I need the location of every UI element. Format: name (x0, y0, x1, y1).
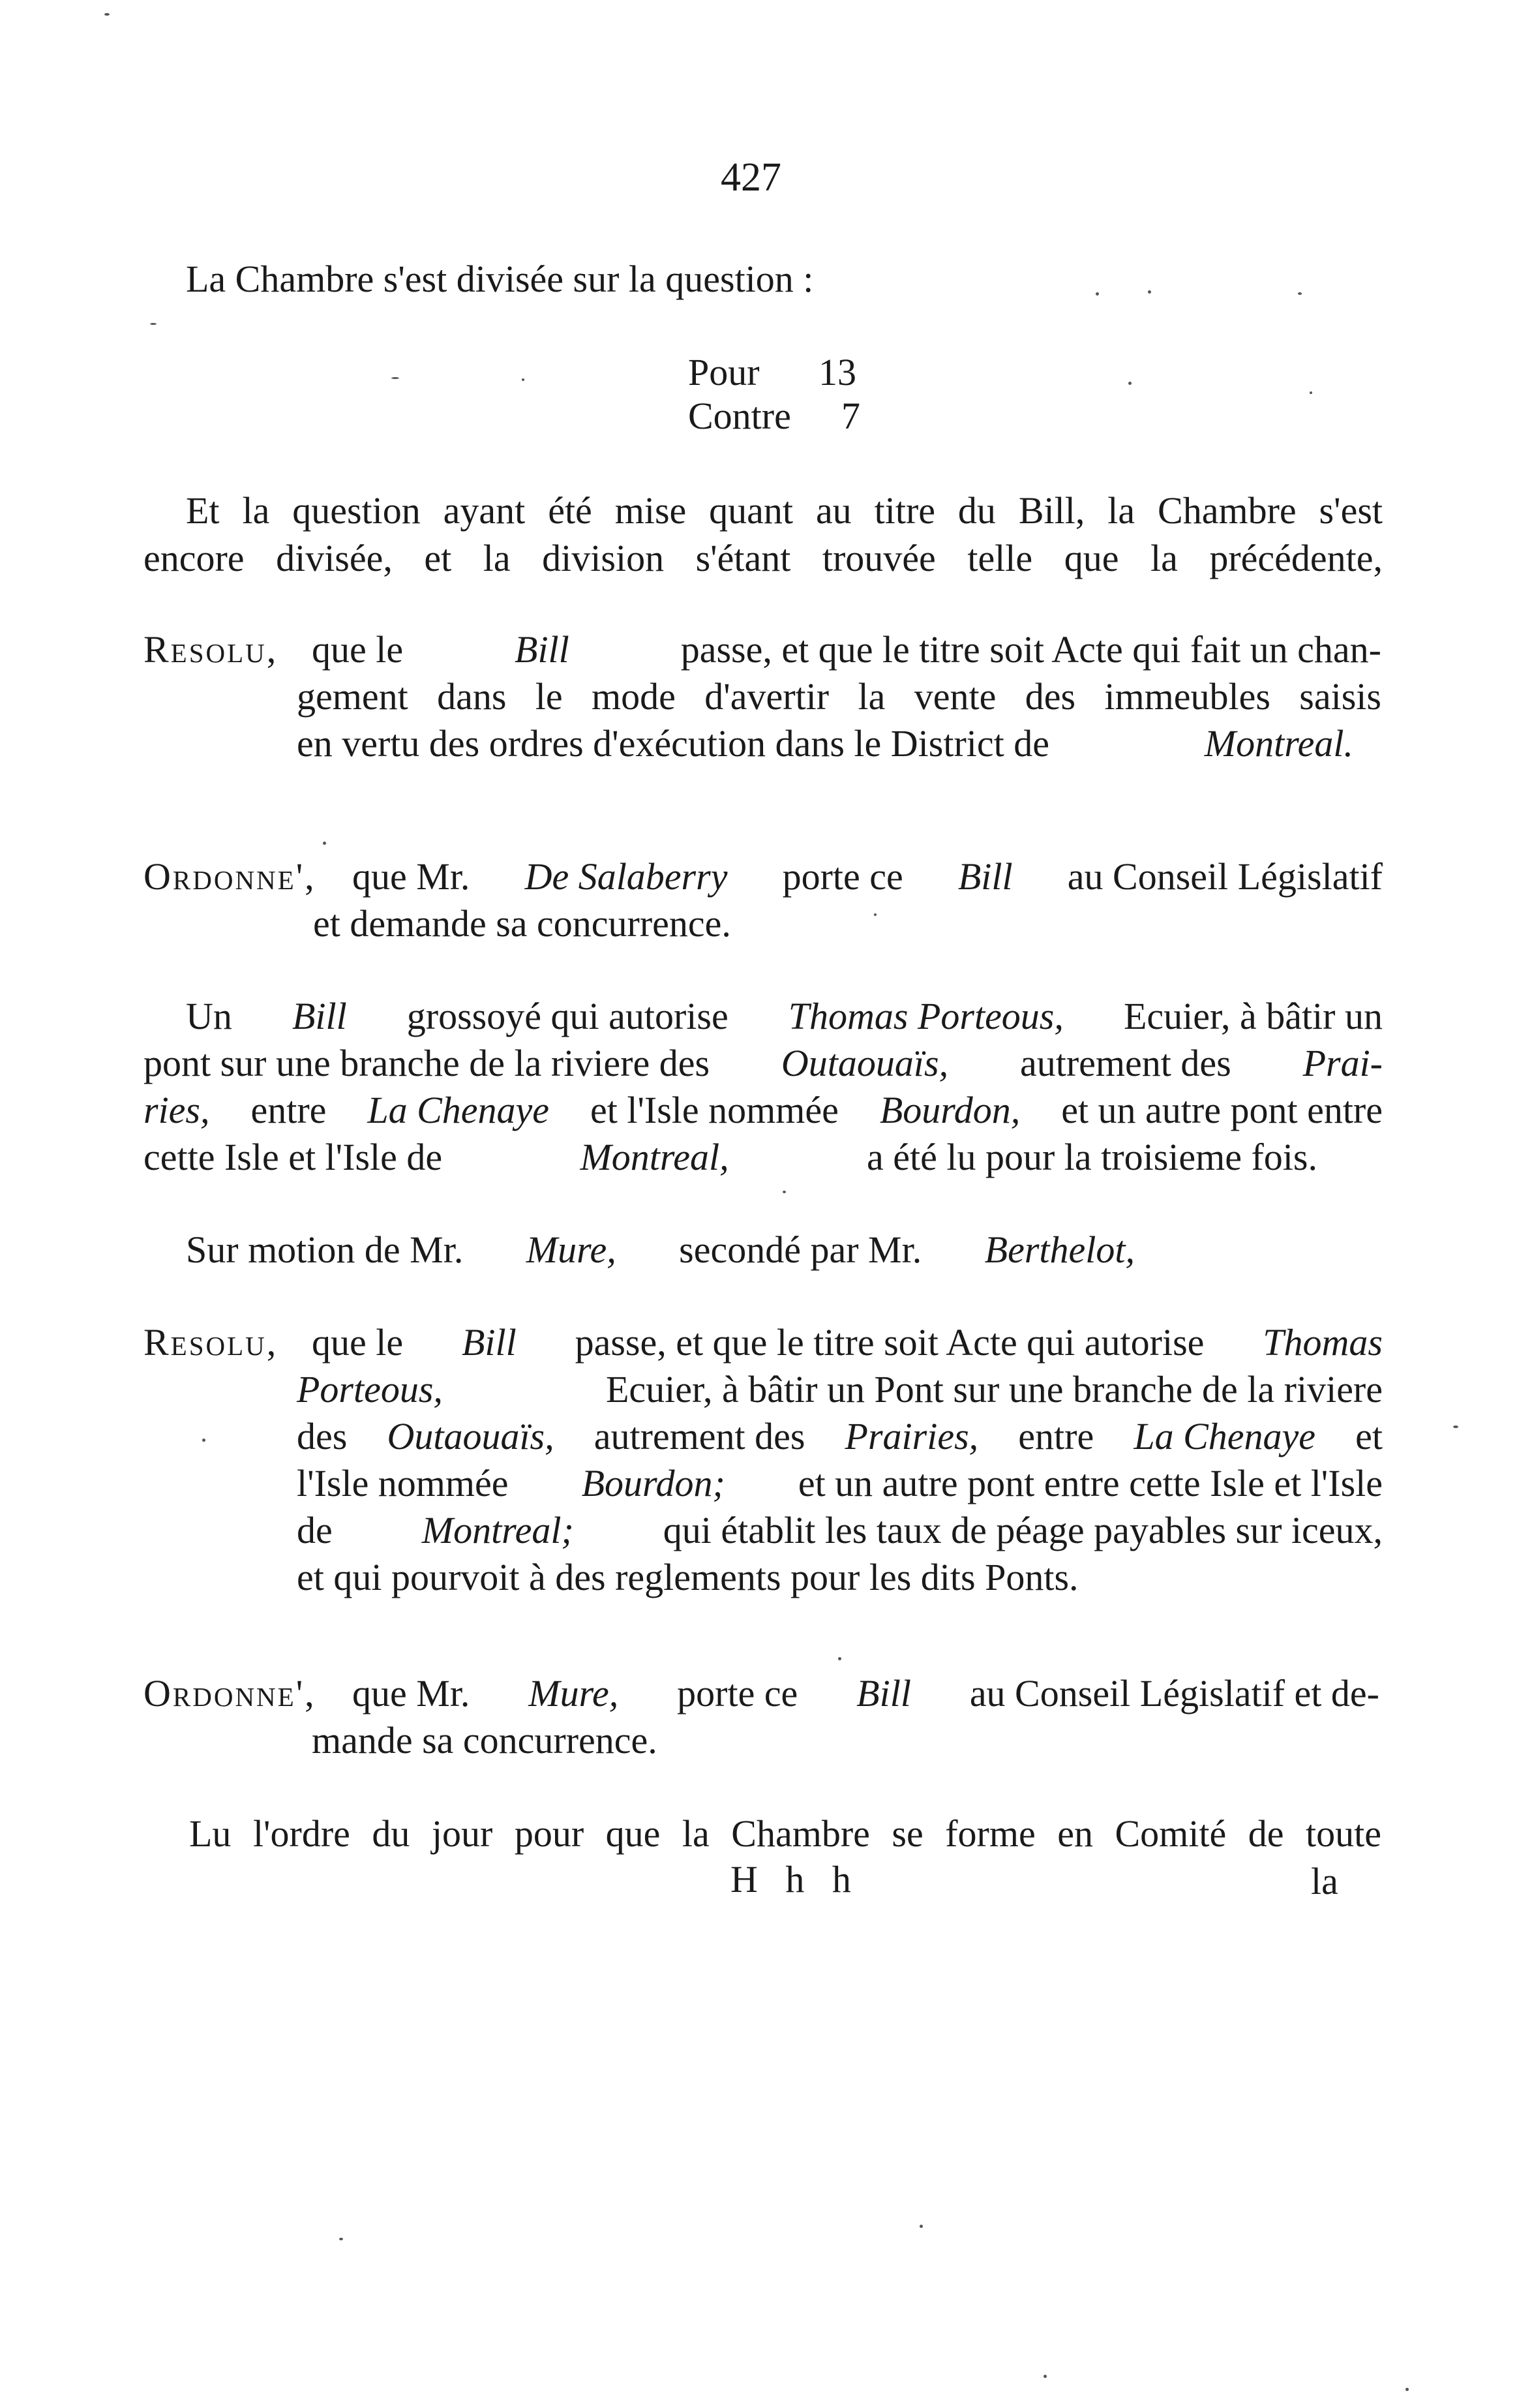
resolu1-l1-b: passe, et que le titre soit Acte qui fait un chan- (680, 628, 1381, 671)
ordonne2-l1-c: au Conseil Législatif et de- (969, 1672, 1379, 1715)
ordonne1-l1-name: De Salaberry (524, 855, 728, 898)
resolu2-l1-b: passe, et que le titre soit Acte qui autorise (575, 1321, 1205, 1364)
resolu1-l3-a: en vertu des ordres d'exécution dans le District de (297, 722, 1049, 765)
para2-line3 (143, 1087, 1383, 1134)
para2-l3-b: et l'Isle nommée (590, 1089, 839, 1131)
resolu2-l3-a: des (297, 1415, 348, 1457)
ordonne2-l1-bill: Bill (856, 1672, 911, 1715)
resolu2-l3-d: et (1355, 1415, 1383, 1457)
resolu1-label: Resolu, (143, 628, 278, 671)
motion-line (186, 1227, 1135, 1273)
resolu2-l4-a: l'Isle nommée (297, 1462, 509, 1504)
scan-speck (202, 1439, 205, 1442)
ordonne2-l1-b: porte ce (677, 1672, 798, 1715)
scan-speck (783, 1191, 786, 1193)
para2-l2-b: autrement des (1019, 1042, 1231, 1084)
resolu2-l4-place: Bourdon; (581, 1462, 725, 1504)
resolu2-line2 (297, 1366, 1383, 1413)
para2-l2-a: pont sur une branche de la riviere des (143, 1042, 710, 1084)
scan-speck (874, 913, 877, 916)
resolu2-l3-place: Outaouaïs, (387, 1415, 554, 1457)
scan-speck (1044, 2375, 1047, 2378)
motion-b: secondé par Mr. (679, 1228, 922, 1271)
intro-line: La Chambre s'est divisée sur la question : (186, 258, 814, 300)
motion-name2: Berthelot, (984, 1228, 1135, 1271)
resolu1-l3-place: Montreal. (1204, 722, 1353, 765)
resolu2-line3 (297, 1413, 1383, 1460)
scan-speck (391, 377, 399, 379)
resolu2-l3-place2: Prairies, (845, 1415, 979, 1457)
resolu2-l5-a: de (297, 1509, 333, 1551)
scan-speck (1405, 2388, 1409, 2391)
para2-l1-name: Thomas Porteous, (788, 995, 1064, 1037)
para2-l2-place: Outaouaïs, (781, 1042, 949, 1084)
resolu2-l4-b: et un autre pont entre cette Isle et l'Isle (798, 1462, 1383, 1504)
ordonne2-l1-a: que Mr. (352, 1672, 470, 1715)
ordonne1-line2: et demande sa concurrence. (313, 902, 731, 945)
para2-l3-place2: La Chenaye (367, 1089, 550, 1131)
para2-line2 (143, 1040, 1383, 1087)
resolu2-line6: et qui pourvoit à des reglements pour les dits Ponts. (297, 1556, 1079, 1598)
scan-speck (920, 2225, 923, 2228)
resolu2-l1-bill: Bill (461, 1321, 517, 1364)
resolu2-l3-place3: La Chenaye (1134, 1415, 1315, 1457)
scan-speck (1128, 382, 1132, 385)
resolu2-l5-place: Montreal; (421, 1509, 574, 1551)
resolu2-l2-a: Ecuier, à bâtir un Pont sur une branche de la riviere (605, 1368, 1383, 1410)
ordonne1-l1-c: au Conseil Législatif (1067, 855, 1383, 898)
para1-line2: encore divisée, et la division s'étant trouvée telle que la précédente, (143, 537, 1383, 579)
ordonne2-line1 (352, 1670, 1379, 1717)
scan-speck (838, 1657, 841, 1660)
resolu2-l1-a: que le (312, 1321, 404, 1364)
para2-l4-place: Montreal, (580, 1136, 729, 1178)
ordonne2-label: Ordonne', (143, 1672, 316, 1715)
ordonne1-l1-bill: Bill (957, 855, 1013, 898)
para2-line1 (186, 993, 1383, 1040)
para2-l1-a: Un (186, 995, 232, 1037)
resolu2-l1-name: Thomas (1263, 1321, 1383, 1364)
scan-speck (1453, 1425, 1458, 1428)
para2-l3-place: ries, (143, 1089, 210, 1131)
resolu1-line1 (312, 626, 1381, 673)
resolu1-l1-a: que le (312, 628, 404, 671)
resolu2-line4 (297, 1460, 1383, 1507)
motion-name1: Mure, (526, 1228, 616, 1271)
ordonne1-l1-a: que Mr. (352, 855, 470, 898)
scan-speck (522, 378, 524, 381)
para2-line4 (143, 1134, 1317, 1181)
signature-mark: H h h (730, 1858, 860, 1900)
resolu2-line1 (312, 1319, 1383, 1366)
para2-l2-place2: Prai- (1302, 1042, 1383, 1084)
ordonne2-l1-name: Mure, (528, 1672, 619, 1715)
last-line1: Lu l'ordre du jour pour que la Chambre se forme en Comité de toute (189, 1812, 1381, 1855)
resolu1-line3 (297, 720, 1353, 767)
ordonne2-line2: mande sa concurrence. (312, 1719, 657, 1761)
resolu2-label: Resolu, (143, 1321, 278, 1364)
para2-l1-bill: Bill (292, 995, 347, 1037)
resolu2-l2-name: Porteous, (297, 1368, 443, 1410)
para2-l3-place3: Bourdon, (879, 1089, 1021, 1131)
resolu2-l5-b: qui établit les taux de péage payables sur iceux, (663, 1509, 1383, 1551)
resolu2-line5 (297, 1507, 1383, 1554)
resolu2-l3-b: autrement des (593, 1415, 805, 1457)
scan-speck (339, 2238, 343, 2240)
ordonne1-label: Ordonne', (143, 855, 316, 898)
page-number: 427 (721, 155, 781, 200)
para2-l4-b: a été lu pour la troisieme fois. (867, 1136, 1317, 1178)
resolu1-line2: gement dans le mode d'avertir la vente des immeubles saisis (297, 675, 1381, 718)
ordonne1-l1-b: porte ce (782, 855, 903, 898)
para1-line1: Et la question ayant été mise quant au titre du Bill, la Chambre s'est (186, 489, 1383, 532)
scan-speck (1310, 391, 1312, 394)
vote-pour-value: 13 (819, 351, 856, 393)
scan-speck (1096, 292, 1099, 296)
scan-speck (150, 323, 157, 325)
ordonne1-line1 (352, 853, 1383, 900)
para2-l4-a: cette Isle et l'Isle de (143, 1136, 443, 1178)
scan-speck (1298, 292, 1302, 295)
vote-contre-value: 7 (841, 395, 860, 437)
para2-l3-c: et un autre pont entre (1061, 1089, 1383, 1131)
para2-l1-b: grossoyé qui autorise (406, 995, 728, 1037)
resolu1-l1-bill: Bill (515, 628, 569, 671)
scan-speck (1148, 290, 1151, 294)
scan-speck (104, 13, 110, 16)
para2-l1-c: Ecuier, à bâtir un (1123, 995, 1383, 1037)
scan-speck (323, 842, 326, 845)
para2-l3-a: entre (250, 1089, 327, 1131)
vote-contre-label: Contre (688, 395, 791, 437)
vote-pour-label: Pour (688, 351, 760, 393)
catchword: la (1311, 1860, 1338, 1902)
resolu2-l3-c: entre (1018, 1415, 1094, 1457)
motion-a: Sur motion de Mr. (186, 1228, 464, 1271)
